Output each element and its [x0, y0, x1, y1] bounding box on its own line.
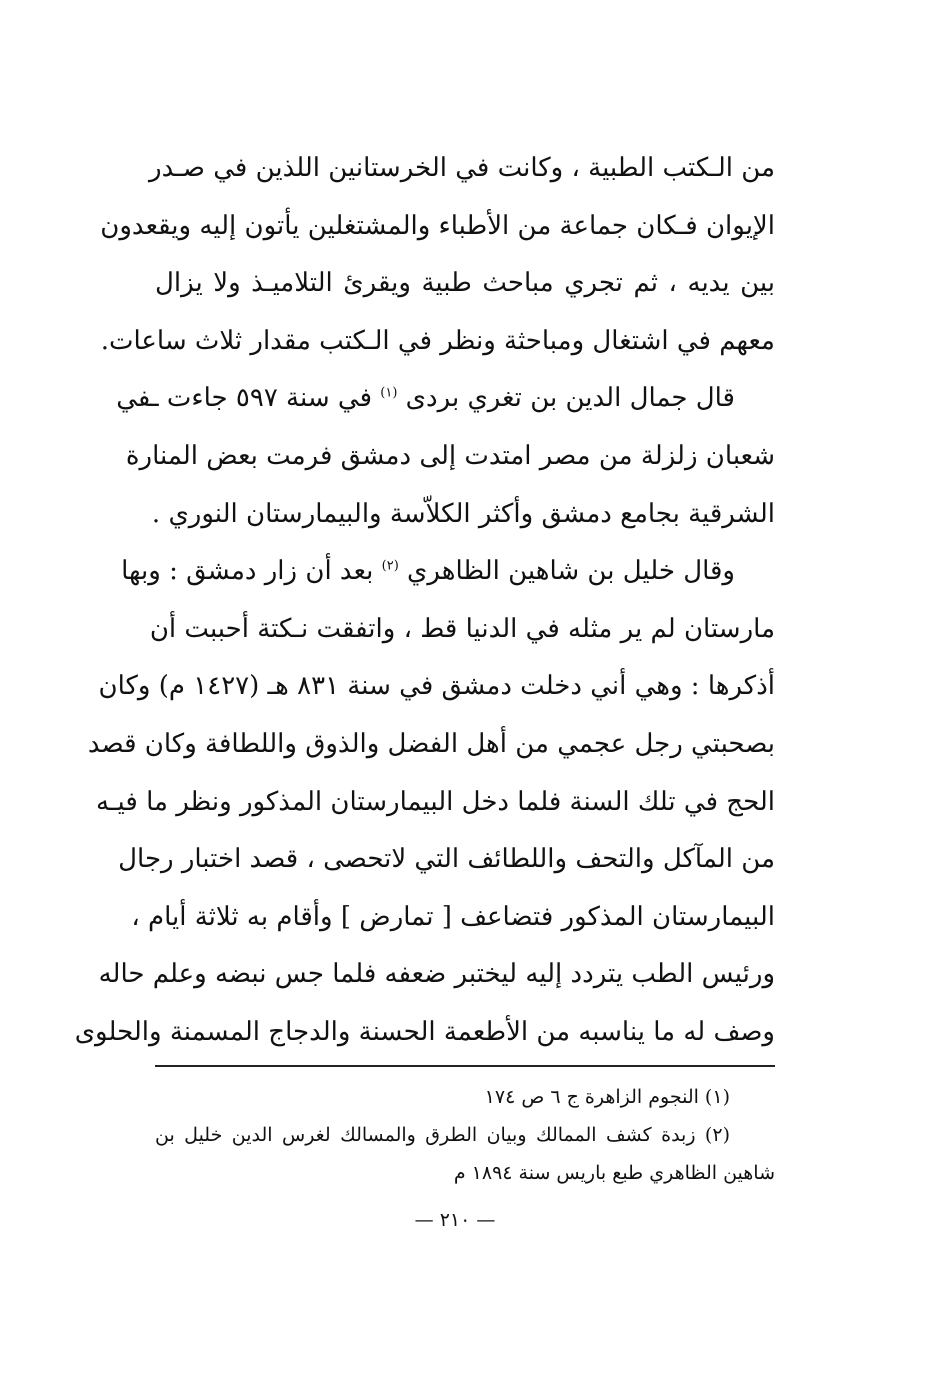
text-line: الشرقية بجامع دمشق وأكثر الكلاّسة والبيمارستان النوري .: [151, 498, 775, 529]
text-segment: بعد أن زار دمشق : وبها: [121, 556, 374, 587]
text-segment: قال جمال الدين بن تغري بردى: [405, 383, 735, 414]
text-line: من المآكل والتحف واللطائف التي لاتحصى ، قصد اختبار رجال: [118, 844, 775, 875]
page-number: — ٢١٠ —: [414, 1209, 496, 1231]
text-line: بصحبتي رجل عجمي من أهل الفضل والذوق واللطافة وكان قصد: [87, 728, 775, 759]
text-line: البيمارستان المذكور فتضاعف [ تمارض ] وأقام به ثلاثة أيام ،: [131, 901, 775, 932]
text-line: مارستان لم ير مثله في الدنيا قط ، واتفقت نـكتة أحببت أن: [149, 613, 775, 644]
footnote-2-line-1: (٢) زبدة كشف الممالك وبيان الطرق والمسالك لغرس الدين خليل بن: [155, 1124, 730, 1146]
text-line: ورئيس الطب يتردد إليه ليختبر ضعفه فلما جس نبضه وعلم حاله: [98, 959, 775, 990]
text-line: من الـكتب الطبية ، وكانت في الخرستانين اللذين في صـدر: [149, 153, 775, 183]
text-line: أذكرها : وهي أني دخلت دمشق في سنة ٨٣١ هـ (١٤٢٧ م) وكان: [98, 671, 775, 702]
text-segment: في سنة ٥٩٧ جاءت ـفي: [116, 383, 372, 414]
text-line: الإيوان فـكان جماعة من الأطباء والمشتغلين يأتون إليه ويقعدون: [100, 210, 775, 241]
text-line: معهم في اشتغال ومباحثة ونظر في الـكتب مقدار ثلاث ساعات.: [100, 325, 775, 356]
paragraph-2-first-line: [116, 370, 775, 428]
text-line: الحج في تلك السنة فلما دخل البيمارستان المذكور ونظر ما فيـه: [96, 786, 775, 817]
footnote-divider: [155, 1065, 775, 1067]
text-segment: وقال خليل بن شاهين الظاهري: [407, 556, 735, 587]
text-line: بين يديه ، ثم تجري مباحث طبية ويقرئ التلاميـذ ولا يزال: [155, 268, 775, 299]
footnote-1: (١) النجوم الزاهرة ج ٦ ص ١٧٤: [484, 1086, 730, 1108]
text-line: شعبان زلزلة من مصر امتدت إلى دمشق فرمت بعض المنارة: [125, 440, 775, 471]
footnote-2-line-2: شاهين الظاهري طبع باريس سنة ١٨٩٤ م: [453, 1162, 775, 1184]
text-line: وصف له ما يناسبه من الأطعمة الحسنة والدجاج المسمنة والحلوى: [74, 1016, 775, 1047]
footnote-ref-2[interactable]: (٢): [381, 558, 399, 574]
footnote-ref-1[interactable]: (١): [380, 385, 398, 401]
paragraph-3-first-line: [121, 543, 775, 601]
main-text: [74, 140, 775, 1062]
footnotes: [155, 1078, 775, 1192]
